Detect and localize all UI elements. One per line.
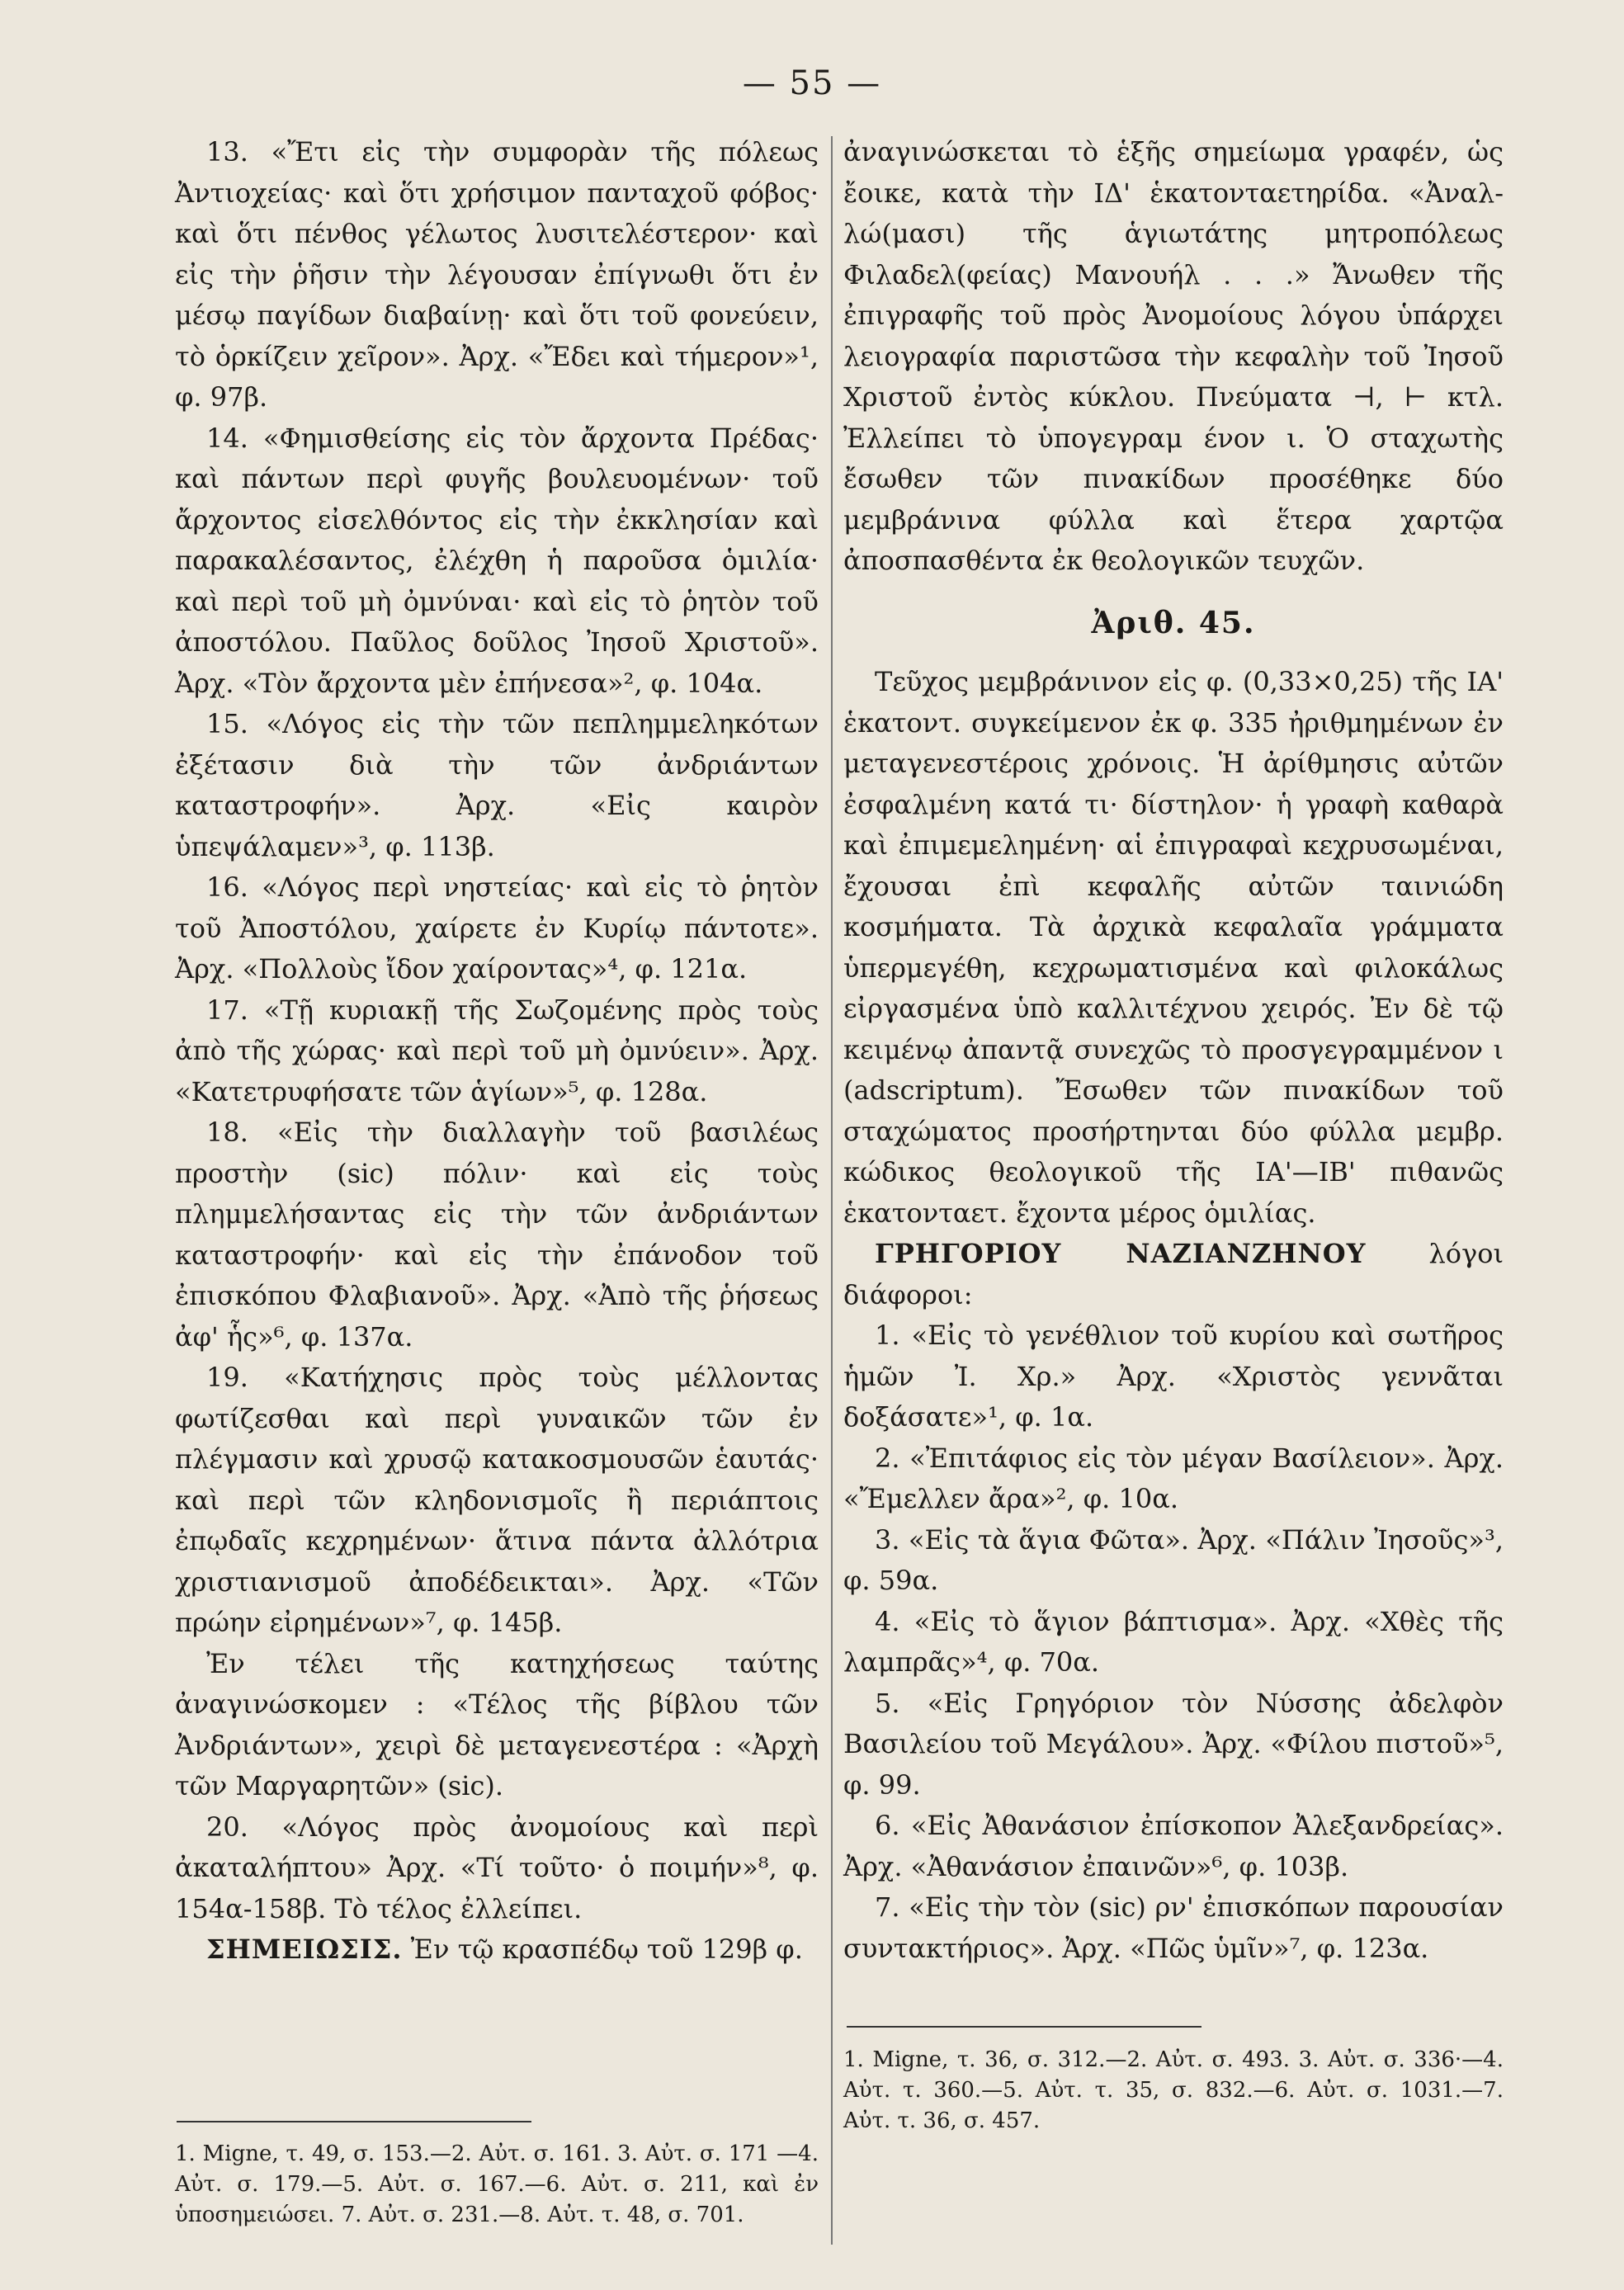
entry-20: 20. «Λόγος πρὸς ἀνομοίους καὶ περὶ ἀκαταλήπτου» Ἀρχ. «Τί τοῦτο· ὁ ποιμήν»⁸, φ. 154α-158β. Τὸ τέλος ἐλλείπει. bbox=[175, 1811, 819, 1924]
remark-text: Ἐν τῷ κρασπέδῳ τοῦ 129β φ. bbox=[402, 1934, 803, 1965]
footnote-rule-right bbox=[847, 2026, 1201, 2028]
author-text: λόγοι διάφοροι: bbox=[843, 1238, 1504, 1310]
entry-17: 17. «Τῇ κυριακῇ τῆς Σωζομένης πρὸς τοὺς ἀπὸ τῆς χώρας· καὶ περὶ τοῦ μὴ ὀμνύειν». Ἀρχ. «Κατετρυφήσατε τῶν ἁγίων»⁵, φ. 128α. bbox=[175, 994, 819, 1107]
item-5: 5. «Εἰς Γρηγόριον τὸν Νύσσης ἀδελφὸν Βασιλείου τοῦ Μεγάλου». Ἀρχ. «Φίλου πιστοῦ»⁵, φ. 99. bbox=[843, 1687, 1504, 1801]
left-column bbox=[175, 132, 819, 1971]
catechesis-note: Ἐν τέλει τῆς κατηχήσεως ταύτης ἀναγινώσκομεν : «Τέλος τῆς βίβλου τῶν Ἀνδριάντων», χειρὶ δὲ μεταγενεστέρα : «Ἀρχὴ τῶν Μαργαρητῶν» (sic). bbox=[175, 1647, 819, 1801]
item-6: 6. «Εἰς Ἀθανάσιον ἐπίσκοπον Ἀλεξανδρείας». Ἀρχ. «Ἀθανάσιον ἐπαινῶν»⁶, φ. 103β. bbox=[843, 1810, 1504, 1882]
continued-note: ἀναγινώσκεται τὸ ἑξῆς σημείωμα γραφέν, ὡς ἔοικε, κατὰ τὴν ΙΔ' ἑκατονταετηρίδα. «Ἀναλ-λώ(μασι) τῆς ἁγιωτάτης μητροπόλεως Φιλαδελ(φείας) Μανουήλ . . .» Ἄνωθεν τῆς ἐπιγραφῆς τοῦ πρὸς Ἀνομοίους λόγου ὑπάρχει λειογραφία παριστῶσα τὴν κεφαλὴν τοῦ Ἰησοῦ Χριστοῦ ἐντὸς κύκλου. Πνεύματα ⊣, ⊢ κτλ. Ἐλλείπει τὸ ὑπογεγραμ ένον ι. Ὁ σταχωτὴς ἔσωθεν τῶν πινακίδων προσέθηκε δύο μεμβράνινα φύλλα καὶ ἕτερα χαρτῷα ἀποσπασθέντα ἐκ θεολογικῶν τευχῶν. bbox=[843, 136, 1504, 576]
manuscript-heading: Ἀριθ. 45. bbox=[1091, 605, 1256, 640]
right-column bbox=[843, 132, 1504, 1969]
author-line bbox=[843, 1234, 1504, 1315]
item-2: 2. «Ἐπιτάφιος εἰς τὸν μέγαν Βασίλειον». Ἀρχ. «Ἔμελλεν ἄρα»², φ. 10α. bbox=[843, 1442, 1504, 1514]
entry-13: 13. «Ἔτι εἰς τὴν συμφορὰν τῆς πόλεως Ἀντιοχείας· καὶ ὅτι χρήσιμον πανταχοῦ φόβος· καὶ ὅτι πένθος γέλωτος λυσιτελέστερον· καὶ εἰς τὴν ῥῆσιν τὴν λέγουσαν ἐπίγνωθι ὅτι ἐν μέσῳ παγίδων διαβαίνῃ· καὶ ὅτι τοῦ φονεύειν, τὸ ὁρκίζειν χεῖρον». Ἀρχ. «Ἔδει καὶ τήμερον»¹, φ. 97β. bbox=[175, 136, 819, 413]
manuscript-description: Τεῦχος μεμβράνινον εἰς φ. (0,33×0,25) τῆς ΙΑ' ἑκατοντ. συγκείμενον ἐκ φ. 335 ἠριθμημένων ἐν μεταγενεστέροις χρόνοις. Ἡ ἀρίθμησις αὐτῶν ἐσφαλμένη κατά τι· δίστηλον· ἡ γραφὴ καθαρὰ καὶ ἐπιμεμελημένη· αἱ ἐπιγραφαὶ κεχρυσωμέναι, ἔχουσαι ἐπὶ κεφαλῆς αὐτῶν ταινιώδη κοσμήματα. Τὰ ἀρχικὰ κεφαλαῖα γράμματα ὑπερμεγέθη, κεχρωματισμένα καὶ φιλοκάλως εἰργασμένα ὑπὸ καλλιτέχνου χειρός. Ἐν δὲ τῷ κειμένῳ ἀπαντᾷ συνεχῶς τὸ προσγεγραμμένον ι (adscriptum). Ἔσωθεν τῶν πινακίδων τοῦ σταχώματος προσήρτηνται δύο φύλλα μεμβρ. κώδικος θεολογικοῦ τῆς ΙΑ'—ΙΒ' πιθανῶς ἑκατονταετ. ἔχοντα μέρος ὁμιλίας. bbox=[843, 666, 1504, 1229]
entry-15: 15. «Λόγος εἰς τὴν τῶν πεπλημμεληκότων ἐξέτασιν διὰ τὴν τῶν ἀνδριάντων καταστροφήν». Ἀρχ. «Εἰς καιρὸν ὑπεψάλαμεν»³, φ. 113β. bbox=[175, 708, 819, 862]
item-3: 3. «Εἰς τὰ ἅγια Φῶτα». Ἀρχ. «Πάλιν Ἰησοῦς»³, φ. 59α. bbox=[843, 1523, 1504, 1596]
entry-19: 19. «Κατήχησις πρὸς τοὺς μέλλοντας φωτίζεσθαι καὶ περὶ γυναικῶν τῶν ἐν πλέγμασιν καὶ χρυσῷ κατακοσμουσῶν ἑαυτάς· καὶ περὶ τῶν κληδονισμοῖς ἢ περιάπτοις ἐπῳδαῖς κεχρημένων· ἅτινα πάντα ἀλλότρια χριστιανισμοῦ ἀποδέδεικται». Ἀρχ. «Τῶν πρώην εἰρημένων»⁷, φ. 145β. bbox=[175, 1362, 819, 1638]
page-number: — 55 — bbox=[742, 64, 882, 102]
entry-18: 18. «Εἰς τὴν διαλλαγὴν τοῦ βασιλέως προστὴν (sic) πόλιν· καὶ εἰς τοὺς πλημμελήσαντας εἰς τὴν τῶν ἀνδριάντων καταστροφήν· καὶ εἰς τὴν ἐπάνοδον τοῦ ἐπισκόπου Φλαβιανοῦ». Ἀρχ. «Ἀπὸ τῆς ῥήσεως ἀφ' ἧς»⁶, φ. 137α. bbox=[175, 1117, 819, 1353]
column-divider bbox=[831, 136, 833, 2245]
entry-14: 14. «Φημισθείσης εἰς τὸν ἄρχοντα Πρέδας· καὶ πάντων περὶ φυγῆς βουλευομένων· τοῦ ἄρχοντος εἰσελθόντος εἰς τὴν ἐκκλησίαν καὶ παρακαλέσαντος, ἐλέχθη ἡ παροῦσα ὁμιλία· καὶ περὶ τοῦ μὴ ὀμνύναι· καὶ εἰς τὸ ῥητὸν τοῦ ἀποστόλου. Παῦλος δοῦλος Ἰησοῦ Χριστοῦ». Ἀρχ. «Τὸν ἄρχοντα μὲν ἐπήνεσα»², φ. 104α. bbox=[175, 422, 819, 699]
item-7: 7. «Εἰς τὴν τὸν (sic) ρν' ἐπισκόπων παρουσίαν συντακτήριος». Ἀρχ. «Πῶς ὑμῖν»⁷, φ. 123α. bbox=[843, 1891, 1504, 1964]
footnotes-right bbox=[843, 2045, 1504, 2137]
footnote-rule-left bbox=[177, 2121, 531, 2122]
remark-label: ΣΗΜΕΙΩΣΙΣ. bbox=[206, 1934, 403, 1965]
remark bbox=[175, 1929, 819, 1971]
footnote-text-right: 1. Migne, τ. 36, σ. 312.—2. Αὐτ. σ. 493. 3. Αὐτ. σ. 336·—4. Αὐτ. τ. 360.—5. Αὐτ. τ. 35, σ. 832.—6. Αὐτ. σ. 1031.—7. Αὐτ. τ. 36, σ. 457. bbox=[843, 2047, 1504, 2133]
author-name: ΓΡΗΓΟΡΙΟΥ ΝΑΖΙΑΝΖΗΝΟΥ bbox=[875, 1238, 1367, 1269]
entry-16: 16. «Λόγος περὶ νηστείας· καὶ εἰς τὸ ῥητὸν τοῦ Ἀποστόλου, χαίρετε ἐν Κυρίῳ πάντοτε». Ἀρχ. «Πολλοὺς ἴδον χαίροντας»⁴, φ. 121α. bbox=[175, 871, 819, 984]
item-4: 4. «Εἰς τὸ ἅγιον βάπτισμα». Ἀρχ. «Χθὲς τῆς λαμπρᾶς»⁴, φ. 70α. bbox=[843, 1605, 1504, 1678]
footnote-text-left: 1. Migne, τ. 49, σ. 153.—2. Αὐτ. σ. 161. 3. Αὐτ. σ. 171 —4. Αὐτ. σ. 179.—5. Αὐτ. σ. 167.—6. Αὐτ. σ. 211, καὶ ἐν ὑποσημειώσει. 7. Αὐτ. σ. 231.—8. Αὐτ. τ. 48, σ. 701. bbox=[175, 2141, 819, 2227]
item-1: 1. «Εἰς τὸ γενέθλιον τοῦ κυρίου καὶ σωτῆρος ἡμῶν Ἰ. Χρ.» Ἀρχ. «Χριστὸς γεννᾶται δοξάσατε»¹, φ. 1α. bbox=[843, 1320, 1504, 1433]
footnotes-left bbox=[175, 2139, 819, 2231]
